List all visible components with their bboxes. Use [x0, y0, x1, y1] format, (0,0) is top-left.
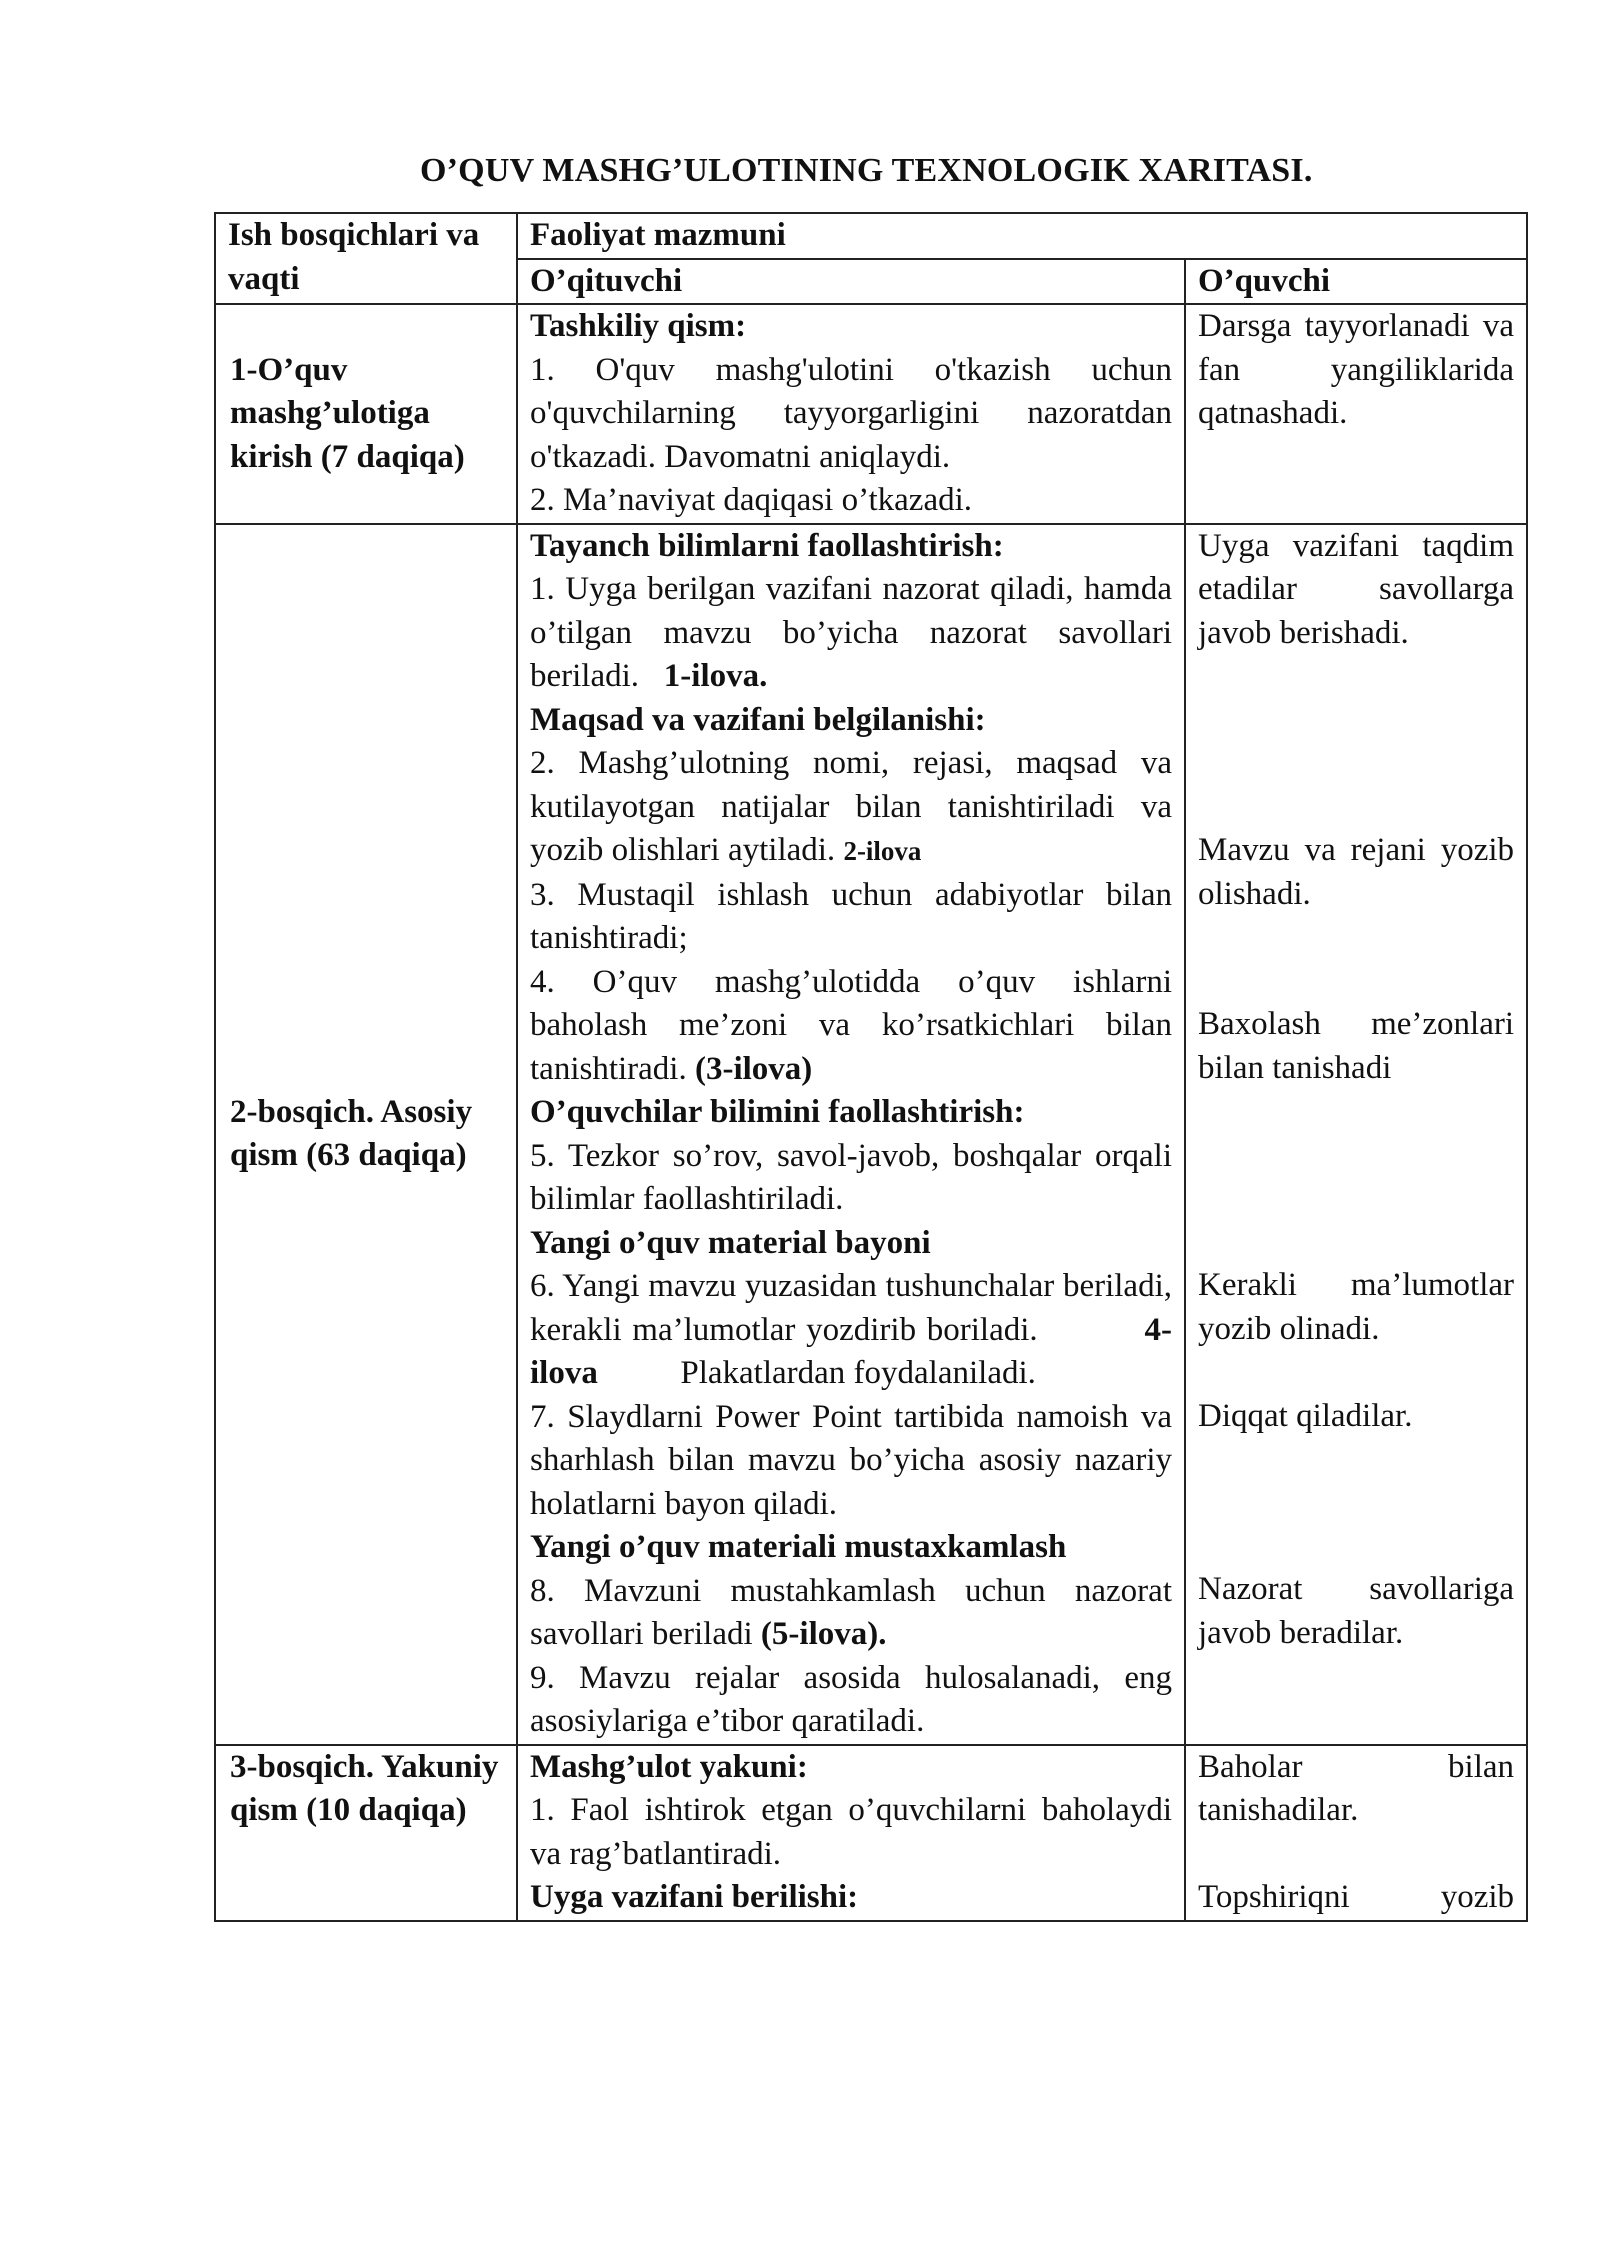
appendix-ref: 1-ilova.	[663, 658, 768, 694]
teacher-step: 2. Mashg’ulotning nomi, rejasi, maqsad va kutilayotgan natijalar bilan tanishtiriladi va yozib olishlari aytiladi. 2-ilova	[530, 745, 1172, 868]
table-row	[215, 1745, 1527, 1921]
teacher-step: 1. O'quv mashg'ulotini o'tkazish uchun o'quvchilarning tayyorgarligini nazoratdan o'tkazadi. Davomatni aniqlaydi.	[530, 351, 1172, 475]
table-header-row	[215, 213, 1527, 259]
header-student: O’quvchi	[1185, 259, 1527, 305]
student-action: Nazorat savollariga javob beradilar.	[1198, 1571, 1515, 1651]
header-activity: Faoliyat mazmuni	[517, 213, 1527, 259]
stage-cell: 2-bosqich. Asosiy qism (63 daqiqa)	[215, 524, 517, 1745]
technology-map-table	[214, 212, 1528, 1922]
student-cell	[1185, 304, 1527, 524]
document-title: O’QUV MASHG’ULOTINING TEXNOLOGIK XARITASI.	[420, 152, 1313, 189]
section-heading: Uyga vazifani berilishi:	[530, 1879, 859, 1915]
teacher-step: 8. Mavzuni mustahkamlash uchun nazorat savollari beriladi (5-ilova).	[530, 1572, 1172, 1652]
teacher-step: 3. Mustaqil ishlash uchun adabiyotlar bilan tanishtiradi;	[530, 876, 1172, 956]
student-action: Topshiriqni yozib	[1198, 1879, 1515, 1915]
appendix-ref: (3-ilova)	[694, 1050, 813, 1087]
student-action: Baholar bilan tanishadilar.	[1198, 1748, 1515, 1828]
stage-cell: 1-O’quv mashg’ulotiga kirish (7 daqiqa)	[215, 304, 517, 524]
teacher-step: 6. Yangi mavzu yuzasidan tushunchalar beriladi, kerakli ma’lumotlar yozdirib boriladi. 4-ilova Plakatlardan foydalaniladi.	[530, 1268, 1172, 1391]
stage-cell: 3-bosqich. Yakuniy qism (10 daqiqa)	[215, 1745, 517, 1921]
appendix-ref: (5-ilova).	[760, 1616, 887, 1652]
student-action: Baxolash me’zonlari bilan tanishadi	[1198, 1006, 1515, 1086]
section-heading: O’quvchilar bilimini faollashtirish:	[530, 1094, 1025, 1130]
teacher-step: 5. Tezkor so’rov, savol-javob, boshqalar orqali bilimlar faollashtiriladi.	[530, 1137, 1172, 1217]
student-action: Diqqat qiladilar.	[1198, 1397, 1413, 1434]
section-heading: Mashg’ulot yakuni:	[530, 1748, 808, 1785]
teacher-step: 1. Faol ishtirok etgan o’quvchilarni baholaydi va rag’batlantiradi.	[530, 1792, 1172, 1872]
student-action: Darsga tayyorlanadi va fan yangiliklarida qatnashadi.	[1198, 308, 1515, 431]
section-heading: Maqsad va vazifani belgilanishi:	[530, 701, 986, 738]
teacher-cell	[517, 1745, 1185, 1921]
section-heading: Yangi o’quv material bayoni	[530, 1224, 931, 1261]
teacher-cell	[517, 304, 1185, 524]
student-action: Kerakli ma’lumotlar yozib olinadi.	[1198, 1267, 1515, 1347]
section-heading: Tashkiliy qism:	[530, 308, 747, 344]
appendix-ref: 4-ilova	[530, 1311, 1172, 1391]
header-teacher: O’qituvchi	[517, 259, 1185, 305]
teacher-step: 2. Ma’naviyat daqiqasi o’tkazadi.	[530, 482, 973, 518]
teacher-cell	[517, 524, 1185, 1745]
header-stages: Ish bosqichlari va vaqti	[215, 213, 517, 304]
appendix-ref: 2-ilova	[843, 836, 922, 866]
teacher-step: 7. Slaydlarni Power Point tartibida namoish va sharhlash bilan mavzu bo’yicha asosiy nazariy holatlarni bayon qiladi.	[530, 1398, 1172, 1522]
student-cell	[1185, 1745, 1527, 1921]
teacher-step: 1. Uyga berilgan vazifani nazorat qiladi, hamda o’tilgan mavzu bo’yicha nazorat savollari beriladi. 1-ilova.	[530, 571, 1172, 694]
student-cell	[1185, 524, 1527, 1745]
student-action: Mavzu va rejani yozib olishadi.	[1198, 832, 1515, 912]
student-action: Uyga vazifani taqdim etadilar savollarga javob berishadi.	[1198, 527, 1515, 651]
table-row	[215, 304, 1527, 524]
table-row	[215, 524, 1527, 1745]
section-heading: Yangi o’quv materiali mustaxkamlash	[530, 1529, 1067, 1565]
teacher-step: 9. Mavzu rejalar asosida hulosalanadi, eng asosiylariga e’tibor qaratiladi.	[530, 1659, 1172, 1739]
teacher-step: 4. O’quv mashg’ulotidda o’quv ishlarni baholash me’zoni va ko’rsatkichlari bilan tanishtiradi. (3-ilova)	[530, 963, 1172, 1087]
section-heading: Tayanch bilimlarni faollashtirish:	[530, 527, 1004, 564]
